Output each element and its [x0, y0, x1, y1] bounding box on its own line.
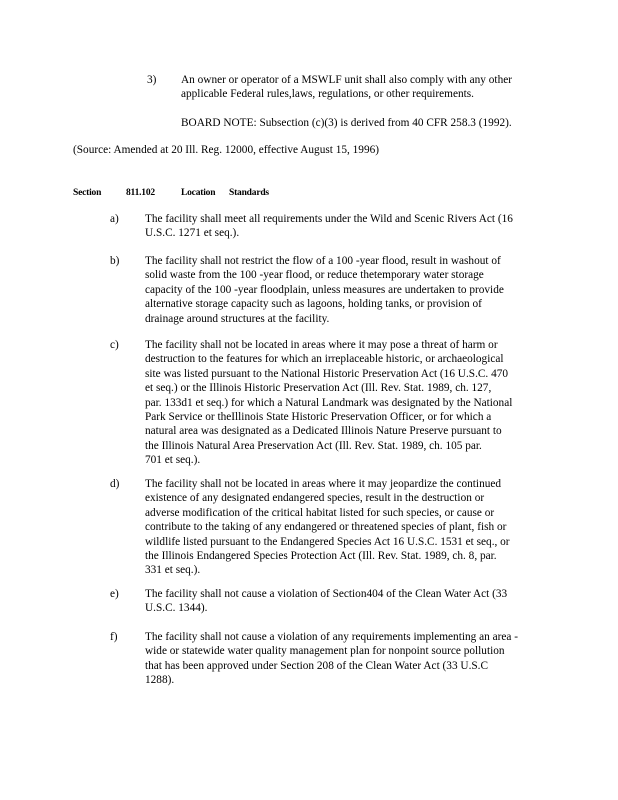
text-line: 331 et seq.).: [145, 564, 201, 577]
text-line: The facility shall not cause a violation of Section404 of the Clean Water Act (33: [145, 588, 508, 600]
text-line: alternative storage capacity such as lagoons, holding tanks, or provision of: [145, 298, 482, 311]
section-title-location: Location: [181, 188, 216, 198]
text-line: drainage around structures at the facility.: [145, 312, 330, 325]
text-line: 1288).: [145, 674, 175, 687]
text-line: The facility shall meet all requirements under the Wild and Scenic Rivers Act (16: [145, 213, 513, 225]
item-f-label: f): [110, 631, 118, 643]
item-b-text: [145, 254, 504, 326]
section-title-standards: Standards: [229, 188, 269, 198]
text-line: capacity of the 100 -year floodplain, unless measures are undertaken to provide: [145, 283, 504, 296]
text-line: that has been approved under Section 208 of the Clean Water Act (33 U.S.C: [145, 659, 489, 672]
text-line: The facility shall not be located in areas where it may pose a threat of harm or: [145, 339, 498, 351]
text-line: par. 133d1 et seq.) for which a Natural Landmark was designated by the National: [145, 396, 513, 409]
item-e-text: [145, 587, 507, 616]
item-c-text: [145, 338, 512, 468]
text-line: et seq.) or the Illinois Historic Preservation Act (Ill. Rev. Stat. 1989, ch. 127,: [145, 382, 492, 395]
section-number: 811.102: [126, 188, 155, 198]
item-b-label: b): [110, 255, 120, 267]
subsection-3-label: 3): [147, 74, 157, 86]
item-c-label: c): [110, 339, 119, 351]
section-label: Section: [73, 188, 102, 198]
text-line: solid waste from the 100 -year flood, or reduce thetemporary water storage: [145, 269, 484, 282]
item-f-text: [145, 630, 518, 688]
text-line: the Illinois Endangered Species Protection Act (Ill. Rev. Stat. 1989, ch. 8, par.: [145, 550, 497, 563]
board-note: BOARD NOTE: Subsection (c)(3) is derived from 40 CFR 258.3 (1992).: [181, 117, 512, 129]
text-line: The facility shall not cause a violation of any requirements implementing an area -: [145, 631, 518, 643]
item-e-label: e): [110, 588, 119, 600]
text-line: wide or statewide water quality management plan for nonpoint source pollution: [145, 645, 505, 658]
text-line: Park Service or theIllinois State Historic Preservation Officer, or for which a: [145, 411, 492, 424]
item-d-text: [145, 477, 510, 578]
text-line: contribute to the taking of any endangered or threatened species of plant, fish or: [145, 521, 507, 534]
text-line: 701 et seq.).: [145, 454, 201, 467]
text-line: adverse modification of the critical habitat listed for such species, or cause or: [145, 506, 495, 519]
text-line: site was listed pursuant to the National Historic Preservation Act (16 U.S.C. 470: [145, 367, 509, 380]
text-line: applicable Federal rules,laws, regulations, or other requirements.: [181, 88, 474, 101]
item-a-text: [145, 212, 513, 241]
subsection-3-text: [181, 73, 531, 102]
item-a-label: a): [110, 213, 119, 225]
text-line: An owner or operator of a MSWLF unit shall also comply with any other: [181, 74, 512, 86]
source-note: (Source: Amended at 20 Ill. Reg. 12000, effective August 15, 1996): [73, 144, 380, 156]
text-line: U.S.C. 1344).: [145, 602, 208, 615]
text-line: existence of any designated endangered species, result in the destruction or: [145, 492, 485, 505]
text-line: U.S.C. 1271 et seq.).: [145, 227, 240, 240]
text-line: natural area was designated as a Dedicated Illinois Nature Preserve pursuant to: [145, 425, 502, 438]
text-line: The facility shall not restrict the flow of a 100 -year flood, result in washout of: [145, 255, 501, 267]
text-line: destruction to the features for which an irreplaceable historic, or archaeological: [145, 353, 504, 366]
text-line: the Illinois Natural Area Preservation Act (Ill. Rev. Stat. 1989, ch. 105 par.: [145, 439, 482, 452]
item-d-label: d): [110, 478, 120, 490]
text-line: wildlife listed pursuant to the Endangered Species Act 16 U.S.C. 1531 et seq., or: [145, 535, 510, 548]
text-line: The facility shall not be located in areas where it may jeopardize the continued: [145, 478, 502, 490]
